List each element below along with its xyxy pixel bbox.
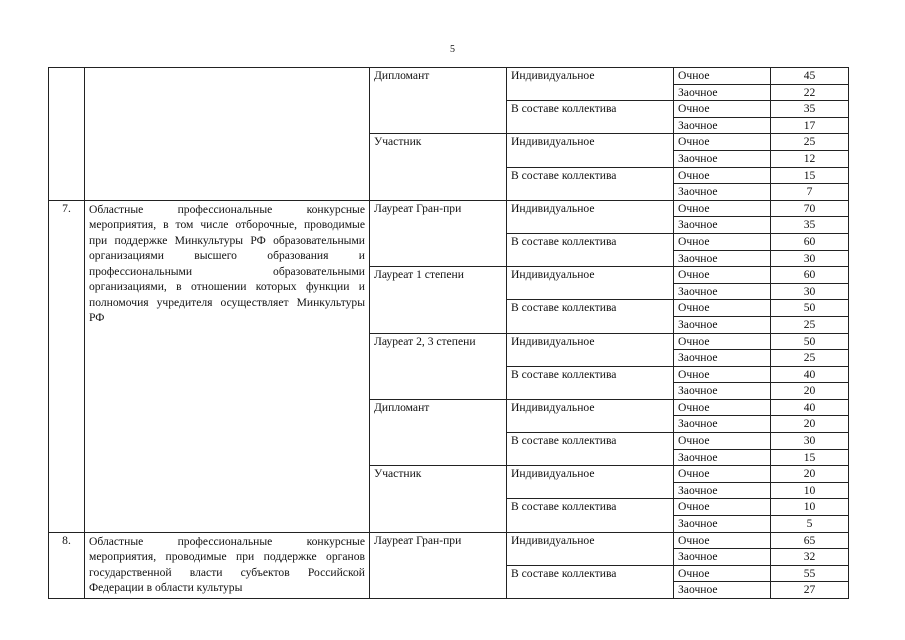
points-value: 40 xyxy=(771,399,849,416)
participation-mode: Заочное xyxy=(674,84,771,101)
participation-mode: Заочное xyxy=(674,316,771,333)
table-row xyxy=(49,532,849,549)
participation-mode: Заочное xyxy=(674,117,771,134)
points-value: 20 xyxy=(771,466,849,483)
awards-table-body xyxy=(49,68,849,599)
table-row xyxy=(49,200,849,217)
page-number: 5 xyxy=(450,44,455,55)
points-value: 10 xyxy=(771,499,849,516)
participation-form: Индивидуальное xyxy=(507,134,674,167)
participation-form: В составе коллектива xyxy=(507,499,674,532)
participation-mode: Заочное xyxy=(674,250,771,267)
points-value: 45 xyxy=(771,68,849,85)
points-value: 65 xyxy=(771,532,849,549)
points-value: 35 xyxy=(771,101,849,118)
participation-form: Индивидуальное xyxy=(507,200,674,233)
section-description: Областные профессиональные конкурсные мероприятия, проводимые при поддержке органов государственной власти субъектов Российской Федерации в области культуры xyxy=(85,532,370,598)
award-status: Лауреат Гран-при xyxy=(370,532,507,598)
participation-mode: Очное xyxy=(674,167,771,184)
participation-mode: Заочное xyxy=(674,582,771,599)
participation-mode: Заочное xyxy=(674,350,771,367)
points-value: 17 xyxy=(771,117,849,134)
participation-mode: Заочное xyxy=(674,283,771,300)
award-status: Участник xyxy=(370,466,507,532)
participation-mode: Очное xyxy=(674,233,771,250)
points-value: 50 xyxy=(771,300,849,317)
participation-form: Индивидуальное xyxy=(507,399,674,432)
participation-form: Индивидуальное xyxy=(507,466,674,499)
points-value: 20 xyxy=(771,383,849,400)
points-value: 10 xyxy=(771,482,849,499)
participation-mode: Заочное xyxy=(674,184,771,201)
points-value: 60 xyxy=(771,233,849,250)
participation-mode: Заочное xyxy=(674,549,771,566)
participation-mode: Очное xyxy=(674,200,771,217)
participation-mode: Заочное xyxy=(674,416,771,433)
participation-mode: Заочное xyxy=(674,150,771,167)
participation-mode: Очное xyxy=(674,433,771,450)
participation-form: В составе коллектива xyxy=(507,366,674,399)
participation-form: Индивидуальное xyxy=(507,267,674,300)
award-status: Дипломант xyxy=(370,399,507,465)
section-number: 8. xyxy=(49,532,85,598)
award-status: Участник xyxy=(370,134,507,200)
points-value: 5 xyxy=(771,516,849,533)
points-value: 30 xyxy=(771,433,849,450)
award-status: Лауреат 2, 3 степени xyxy=(370,333,507,399)
points-value: 70 xyxy=(771,200,849,217)
participation-mode: Заочное xyxy=(674,449,771,466)
participation-mode: Очное xyxy=(674,499,771,516)
points-value: 30 xyxy=(771,250,849,267)
awards-table xyxy=(48,67,849,599)
participation-form: Индивидуальное xyxy=(507,532,674,565)
participation-mode: Заочное xyxy=(674,383,771,400)
section-description xyxy=(85,68,370,201)
points-value: 32 xyxy=(771,549,849,566)
points-value: 20 xyxy=(771,416,849,433)
participation-mode: Очное xyxy=(674,68,771,85)
points-value: 50 xyxy=(771,333,849,350)
participation-mode: Очное xyxy=(674,399,771,416)
participation-form: Индивидуальное xyxy=(507,68,674,101)
participation-form: В составе коллектива xyxy=(507,101,674,134)
participation-form: В составе коллектива xyxy=(507,167,674,200)
points-value: 15 xyxy=(771,449,849,466)
participation-mode: Заочное xyxy=(674,217,771,234)
points-value: 25 xyxy=(771,134,849,151)
participation-form: В составе коллектива xyxy=(507,433,674,466)
points-value: 25 xyxy=(771,316,849,333)
points-value: 55 xyxy=(771,565,849,582)
points-value: 7 xyxy=(771,184,849,201)
participation-mode: Очное xyxy=(674,333,771,350)
section-number xyxy=(49,68,85,201)
participation-mode: Очное xyxy=(674,532,771,549)
points-value: 15 xyxy=(771,167,849,184)
section-number: 7. xyxy=(49,200,85,532)
points-value: 22 xyxy=(771,84,849,101)
participation-mode: Очное xyxy=(674,267,771,284)
award-status: Лауреат Гран-при xyxy=(370,200,507,266)
points-value: 25 xyxy=(771,350,849,367)
participation-form: В составе коллектива xyxy=(507,300,674,333)
points-value: 35 xyxy=(771,217,849,234)
points-value: 60 xyxy=(771,267,849,284)
participation-mode: Очное xyxy=(674,134,771,151)
participation-form: В составе коллектива xyxy=(507,565,674,598)
participation-mode: Очное xyxy=(674,101,771,118)
award-status: Лауреат 1 степени xyxy=(370,267,507,333)
participation-mode: Очное xyxy=(674,366,771,383)
participation-form: В составе коллектива xyxy=(507,233,674,266)
participation-mode: Заочное xyxy=(674,516,771,533)
points-value: 40 xyxy=(771,366,849,383)
participation-mode: Очное xyxy=(674,300,771,317)
points-value: 27 xyxy=(771,582,849,599)
section-description: Областные профессиональные конкурсные мероприятия, в том числе отборочные, проводимые при поддержке Минкультуры РФ образовательными организациями высшего образования и профессиональными образовательными организациями, в отношении которых функции и полномочия учредителя осуществляет Минкультуры РФ xyxy=(85,200,370,532)
award-status: Дипломант xyxy=(370,68,507,134)
participation-mode: Заочное xyxy=(674,482,771,499)
points-value: 12 xyxy=(771,150,849,167)
participation-mode: Очное xyxy=(674,466,771,483)
participation-form: Индивидуальное xyxy=(507,333,674,366)
table-row xyxy=(49,68,849,85)
points-value: 30 xyxy=(771,283,849,300)
participation-mode: Очное xyxy=(674,565,771,582)
